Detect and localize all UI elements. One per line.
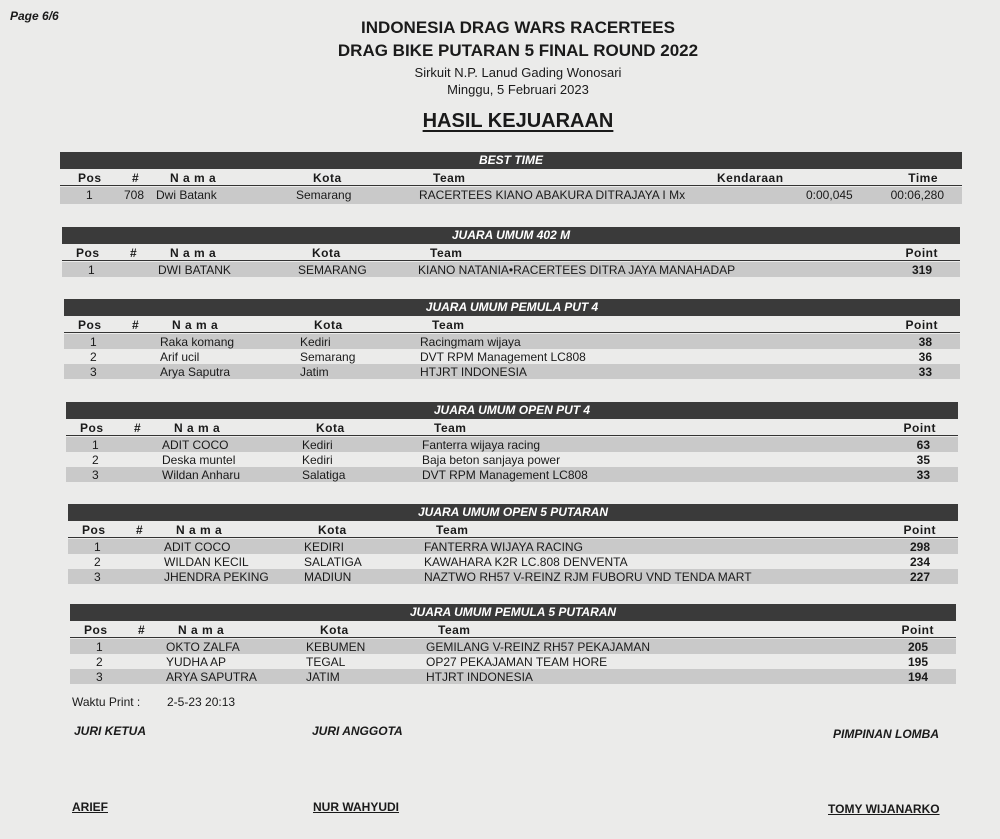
col-nama: N a m a bbox=[174, 421, 221, 435]
cell-kota: Kediri bbox=[300, 335, 331, 349]
section-title: JUARA UMUM 402 M bbox=[62, 227, 960, 244]
cell-pos: 2 bbox=[92, 453, 99, 467]
cell-kendaraan: 0:00,045 bbox=[806, 188, 853, 202]
column-headers bbox=[70, 621, 956, 638]
cell-pos: 1 bbox=[88, 263, 95, 277]
results-section bbox=[70, 604, 956, 684]
cell-nama: ARYA SAPUTRA bbox=[166, 670, 257, 684]
col-team: Team bbox=[438, 623, 471, 637]
col-nama: N a m a bbox=[172, 318, 219, 332]
table-row bbox=[70, 639, 956, 654]
cell-team: Fanterra wijaya racing bbox=[422, 438, 541, 452]
cell-pos: 1 bbox=[94, 540, 101, 554]
cell-nama: Arif ucil bbox=[160, 350, 200, 364]
print-time bbox=[72, 695, 236, 709]
cell-team: FANTERRA WIJAYA RACING bbox=[424, 540, 583, 554]
cell-point: 33 bbox=[918, 365, 932, 379]
cell-nama: JHENDRA PEKING bbox=[164, 570, 269, 584]
cell-nama: ADIT COCO bbox=[162, 438, 229, 452]
cell-nama: WILDAN KECIL bbox=[164, 555, 249, 569]
col-kota: Kota bbox=[314, 318, 343, 332]
cell-nama: OKTO ZALFA bbox=[166, 640, 240, 654]
results-section bbox=[66, 402, 958, 482]
cell-team: Racingmam wijaya bbox=[420, 335, 521, 349]
column-headers bbox=[68, 521, 958, 538]
results-section bbox=[68, 504, 958, 584]
cell-team: DVT RPM Management LC808 bbox=[420, 350, 586, 364]
cell-pos: 2 bbox=[90, 350, 97, 364]
event-date: Minggu, 5 Februari 2023 bbox=[447, 82, 589, 97]
cell-pos: 3 bbox=[94, 570, 101, 584]
cell-kota: SEMARANG bbox=[298, 263, 367, 277]
col-kota: Kota bbox=[320, 623, 349, 637]
col-point: Point bbox=[905, 246, 938, 260]
col-point: Point bbox=[903, 421, 936, 435]
cell-team: Baja beton sanjaya power bbox=[422, 453, 561, 467]
cell-kota: SALATIGA bbox=[304, 555, 362, 569]
cell-pos: 1 bbox=[86, 188, 93, 202]
juri-anggota-name: NUR WAHYUDI bbox=[313, 800, 399, 814]
print-value: 2-5-23 20:13 bbox=[167, 695, 236, 709]
cell-pos: 1 bbox=[92, 438, 99, 452]
col-num: # bbox=[132, 318, 140, 332]
cell-kota: Jatim bbox=[300, 365, 329, 379]
col-point: Point bbox=[905, 318, 938, 332]
col-num: # bbox=[136, 523, 144, 537]
venue: Sirkuit N.P. Lanud Gading Wonosari bbox=[414, 65, 622, 80]
pimpinan-name: TOMY WIJANARKO bbox=[828, 802, 940, 816]
cell-point: 227 bbox=[909, 570, 930, 584]
col-time: Time bbox=[908, 171, 938, 185]
cell-kota: Salatiga bbox=[302, 468, 346, 482]
round-title: DRAG BIKE PUTARAN 5 FINAL ROUND 2022 bbox=[337, 41, 699, 60]
best-time-section bbox=[60, 152, 962, 204]
table-row bbox=[66, 467, 958, 482]
cell-kota: Kediri bbox=[302, 453, 333, 467]
column-headers bbox=[66, 419, 958, 436]
section-title: BEST TIME bbox=[60, 152, 962, 169]
cell-nama: YUDHA AP bbox=[166, 655, 227, 669]
cell-point: 36 bbox=[918, 350, 932, 364]
cell-pos: 3 bbox=[96, 670, 103, 684]
cell-kota: Kediri bbox=[302, 438, 333, 452]
print-label: Waktu Print : bbox=[72, 695, 141, 709]
col-team: Team bbox=[434, 421, 467, 435]
section-title: JUARA UMUM OPEN 5 PUTARAN bbox=[68, 504, 958, 521]
event-title: INDONESIA DRAG WARS RACERTEES bbox=[361, 18, 675, 37]
cell-nama: Dwi Batank bbox=[156, 188, 217, 202]
col-kota: Kota bbox=[312, 246, 341, 260]
col-nama: N a m a bbox=[170, 246, 217, 260]
table-row bbox=[68, 539, 958, 554]
table-row bbox=[64, 364, 960, 379]
juri-ketua-name: ARIEF bbox=[72, 800, 108, 814]
cell-pos: 2 bbox=[96, 655, 103, 669]
section-title: JUARA UMUM PEMULA 5 PUTARAN bbox=[70, 604, 956, 621]
col-pos: Pos bbox=[76, 246, 100, 260]
cell-pos: 2 bbox=[94, 555, 101, 569]
table-row bbox=[66, 437, 958, 452]
cell-team: HTJRT INDONESIA bbox=[426, 670, 533, 684]
table-row bbox=[62, 262, 960, 277]
col-point: Point bbox=[903, 523, 936, 537]
col-num: # bbox=[130, 246, 138, 260]
cell-team: RACERTEES KIANO ABAKURA DITRAJAYA I Mx bbox=[419, 188, 686, 202]
cell-point: 234 bbox=[909, 555, 930, 569]
col-kota: Kota bbox=[318, 523, 347, 537]
cell-num: 708 bbox=[124, 188, 145, 202]
cell-team: NAZTWO RH57 V-REINZ RJM FUBORU VND TENDA MART bbox=[424, 570, 752, 584]
cell-nama: DWI BATANK bbox=[158, 263, 231, 277]
pimpinan-label: PIMPINAN LOMBA bbox=[833, 727, 939, 741]
cell-point: 319 bbox=[911, 263, 932, 277]
results-section bbox=[64, 299, 960, 379]
cell-pos: 3 bbox=[90, 365, 97, 379]
cell-kota: TEGAL bbox=[306, 655, 346, 669]
cell-kota: Semarang bbox=[296, 188, 352, 202]
cell-team: DVT RPM Management LC808 bbox=[422, 468, 588, 482]
cell-pos: 1 bbox=[90, 335, 97, 349]
table-row bbox=[60, 187, 962, 204]
cell-team: KIANO NATANIA•RACERTEES DITRA JAYA MANAHADAP bbox=[418, 263, 736, 277]
col-num: # bbox=[132, 171, 140, 185]
cell-kota: JATIM bbox=[306, 670, 340, 684]
col-num: # bbox=[138, 623, 146, 637]
cell-kota: MADIUN bbox=[304, 570, 352, 584]
cell-nama: ADIT COCO bbox=[164, 540, 231, 554]
results-title: HASIL KEJUARAAN bbox=[422, 110, 614, 132]
column-headers bbox=[60, 169, 962, 186]
section-title: JUARA UMUM PEMULA PUT 4 bbox=[64, 299, 960, 316]
cell-point: 194 bbox=[907, 670, 928, 684]
table-row bbox=[70, 669, 956, 684]
col-kota: Kota bbox=[313, 171, 342, 185]
col-pos: Pos bbox=[78, 318, 102, 332]
juri-ketua-label: JURI KETUA bbox=[74, 724, 147, 738]
column-headers bbox=[62, 244, 960, 261]
cell-team: KAWAHARA K2R LC.808 DENVENTA bbox=[424, 555, 628, 569]
col-num: # bbox=[134, 421, 142, 435]
cell-nama: Raka komang bbox=[160, 335, 235, 349]
col-pos: Pos bbox=[84, 623, 108, 637]
juri-anggota-label: JURI ANGGOTA bbox=[312, 724, 403, 738]
col-pos: Pos bbox=[82, 523, 106, 537]
col-team: Team bbox=[433, 171, 466, 185]
cell-nama: Wildan Anharu bbox=[162, 468, 241, 482]
cell-team: GEMILANG V-REINZ RH57 PEKAJAMAN bbox=[426, 640, 651, 654]
cell-point: 298 bbox=[909, 540, 930, 554]
cell-kota: KEBUMEN bbox=[306, 640, 366, 654]
cell-pos: 1 bbox=[96, 640, 103, 654]
cell-point: 195 bbox=[907, 655, 928, 669]
cell-pos: 3 bbox=[92, 468, 99, 482]
cell-team: OP27 PEKAJAMAN TEAM HORE bbox=[426, 655, 608, 669]
table-row bbox=[66, 452, 958, 467]
col-kendaraan: Kendaraan bbox=[717, 171, 784, 185]
cell-point: 63 bbox=[916, 438, 930, 452]
table-row bbox=[70, 654, 956, 669]
col-team: Team bbox=[430, 246, 463, 260]
col-team: Team bbox=[432, 318, 465, 332]
cell-point: 38 bbox=[918, 335, 932, 349]
cell-kota: KEDIRI bbox=[304, 540, 345, 554]
col-nama: N a m a bbox=[170, 171, 217, 185]
col-point: Point bbox=[901, 623, 934, 637]
cell-nama: Deska muntel bbox=[162, 453, 236, 467]
cell-point: 33 bbox=[916, 468, 930, 482]
column-headers bbox=[64, 316, 960, 333]
cell-team: HTJRT INDONESIA bbox=[420, 365, 527, 379]
cell-kota: Semarang bbox=[300, 350, 356, 364]
col-pos: Pos bbox=[80, 421, 104, 435]
table-row bbox=[64, 349, 960, 364]
results-section bbox=[62, 227, 960, 277]
table-row bbox=[68, 554, 958, 569]
col-nama: N a m a bbox=[178, 623, 225, 637]
col-pos: Pos bbox=[78, 171, 102, 185]
col-kota: Kota bbox=[316, 421, 345, 435]
table-row bbox=[64, 334, 960, 349]
cell-nama: Arya Saputra bbox=[160, 365, 231, 379]
col-nama: N a m a bbox=[176, 523, 223, 537]
cell-point: 35 bbox=[916, 453, 930, 467]
cell-point: 205 bbox=[907, 640, 928, 654]
col-team: Team bbox=[436, 523, 469, 537]
section-title: JUARA UMUM OPEN PUT 4 bbox=[66, 402, 958, 419]
table-row bbox=[68, 569, 958, 584]
cell-time: 00:06,280 bbox=[890, 188, 944, 202]
page-label: Page 6/6 bbox=[10, 9, 59, 23]
